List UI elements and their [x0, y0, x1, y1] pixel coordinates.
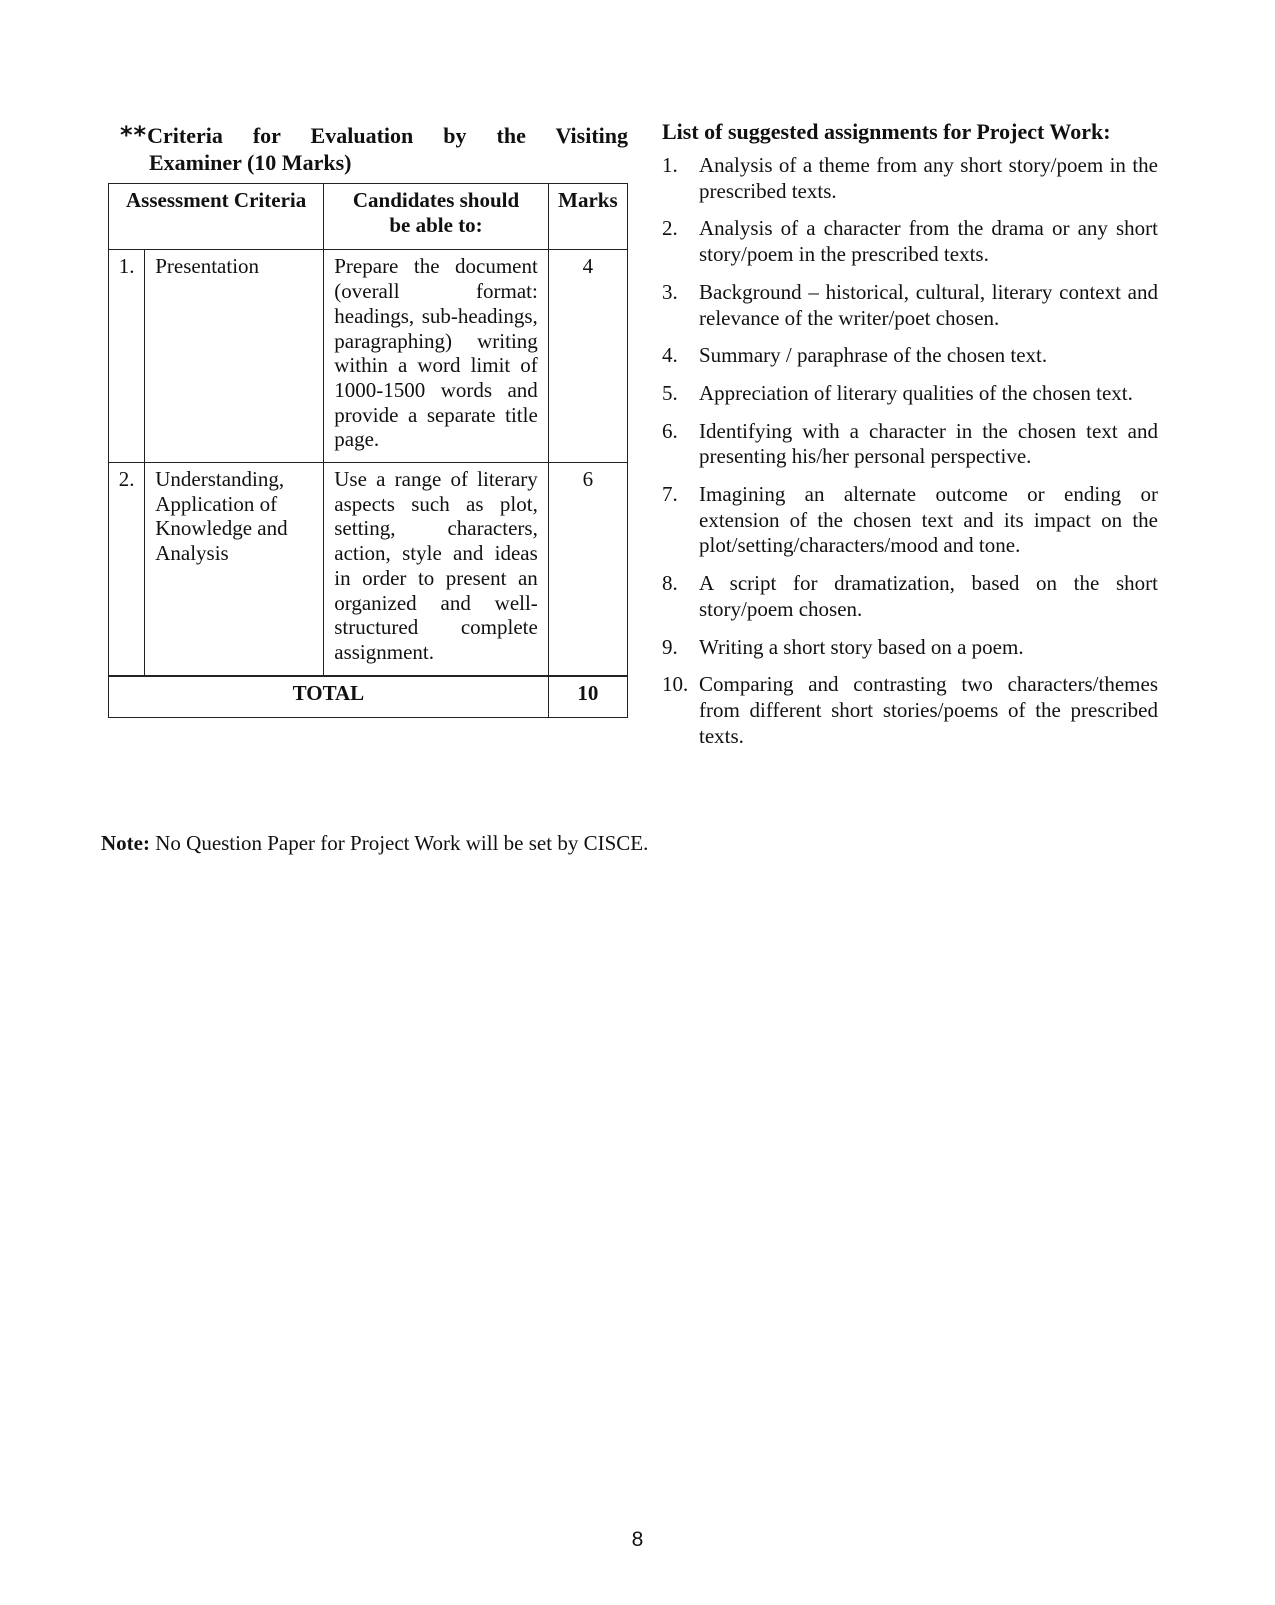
list-item [662, 635, 1158, 661]
row-criteria: Presentation [145, 250, 324, 463]
evaluation-heading [108, 122, 628, 149]
assignments-title: List of suggested assignments for Project Work: [662, 119, 1111, 144]
item-number: 2. [662, 216, 678, 241]
table-row [109, 463, 628, 676]
list-item [662, 571, 1158, 622]
list-item [662, 672, 1158, 749]
list-item [662, 381, 1158, 407]
table-row [109, 250, 628, 463]
note-label: Note: [101, 831, 150, 855]
item-number: 4. [662, 343, 678, 368]
item-text: Analysis of a theme from any short story/poem in the prescribed texts. [699, 153, 1158, 203]
total-marks: 10 [548, 676, 627, 718]
item-text: Background – historical, cultural, literary context and relevance of the writer/poet chosen. [699, 279, 1158, 330]
header-assessment-criteria: Assessment Criteria [109, 184, 324, 250]
header-candidates: Candidates should be able to: [324, 184, 549, 250]
item-number: 3. [662, 279, 678, 304]
item-number: 1. [662, 153, 678, 177]
row-number: 2. [109, 463, 145, 676]
item-number: 9. [662, 634, 678, 659]
row-description: Use a range of literary aspects such as plot, setting, characters, action, style and ideas in order to present an organized and well-structured complete assignment. [324, 463, 549, 676]
item-text: Identifying with a character in the chosen text and presenting his/her personal perspective. [699, 418, 1158, 469]
item-text: A script for dramatization, based on the short story/poem chosen. [699, 571, 1158, 621]
list-item [662, 419, 1158, 470]
row-number: 1. [109, 250, 145, 463]
table-header-row [109, 184, 628, 250]
header-marks: Marks [548, 184, 627, 250]
item-number: 10. [662, 672, 689, 697]
item-text: Comparing and contrasting two characters/themes from different short stories/poems of the prescribed texts. [699, 672, 1158, 748]
note [101, 830, 648, 856]
total-row [109, 676, 628, 718]
double-asterisk: ** [120, 121, 148, 149]
item-text: Imagining an alternate outcome or ending or extension of the chosen text and its impact on the plot/setting/characters/mood and tone. [699, 482, 1158, 558]
total-label: TOTAL [109, 676, 549, 718]
row-marks: 4 [548, 250, 627, 463]
note-text: No Question Paper for Project Work will be set by CISCE. [149, 831, 649, 855]
item-text: Appreciation of literary qualities of the chosen text. [699, 380, 1133, 405]
list-item [662, 153, 1158, 204]
item-number: 7. [662, 482, 678, 507]
item-number: 6. [662, 418, 678, 443]
page-number: 8 [631, 1528, 644, 1551]
evaluation-section [108, 122, 628, 718]
list-item [662, 216, 1158, 267]
criteria-table [108, 183, 628, 718]
item-text: Writing a short story based on a poem. [699, 634, 1024, 659]
assignments-section [662, 118, 1158, 761]
evaluation-heading-line2: Examiner (10 Marks) [149, 150, 352, 175]
item-text: Analysis of a character from the drama or any short story/poem in the prescribed texts. [699, 216, 1158, 267]
item-text: Summary / paraphrase of the chosen text. [699, 343, 1048, 368]
evaluation-heading-line1: Criteria for Evaluation by the Visiting [147, 123, 628, 148]
assignments-list [662, 153, 1158, 749]
row-criteria: Understanding, Application of Knowledge and Analysis [145, 463, 324, 676]
item-number: 8. [662, 571, 678, 596]
list-item [662, 280, 1158, 331]
list-item [662, 343, 1158, 369]
row-marks: 6 [548, 463, 627, 676]
row-description: Prepare the document (overall format: headings, sub-headings, paragraphing) writing within a word limit of 1000-1500 words and provide a separate title page. [324, 250, 549, 463]
list-item [662, 482, 1158, 559]
item-number: 5. [662, 380, 678, 405]
